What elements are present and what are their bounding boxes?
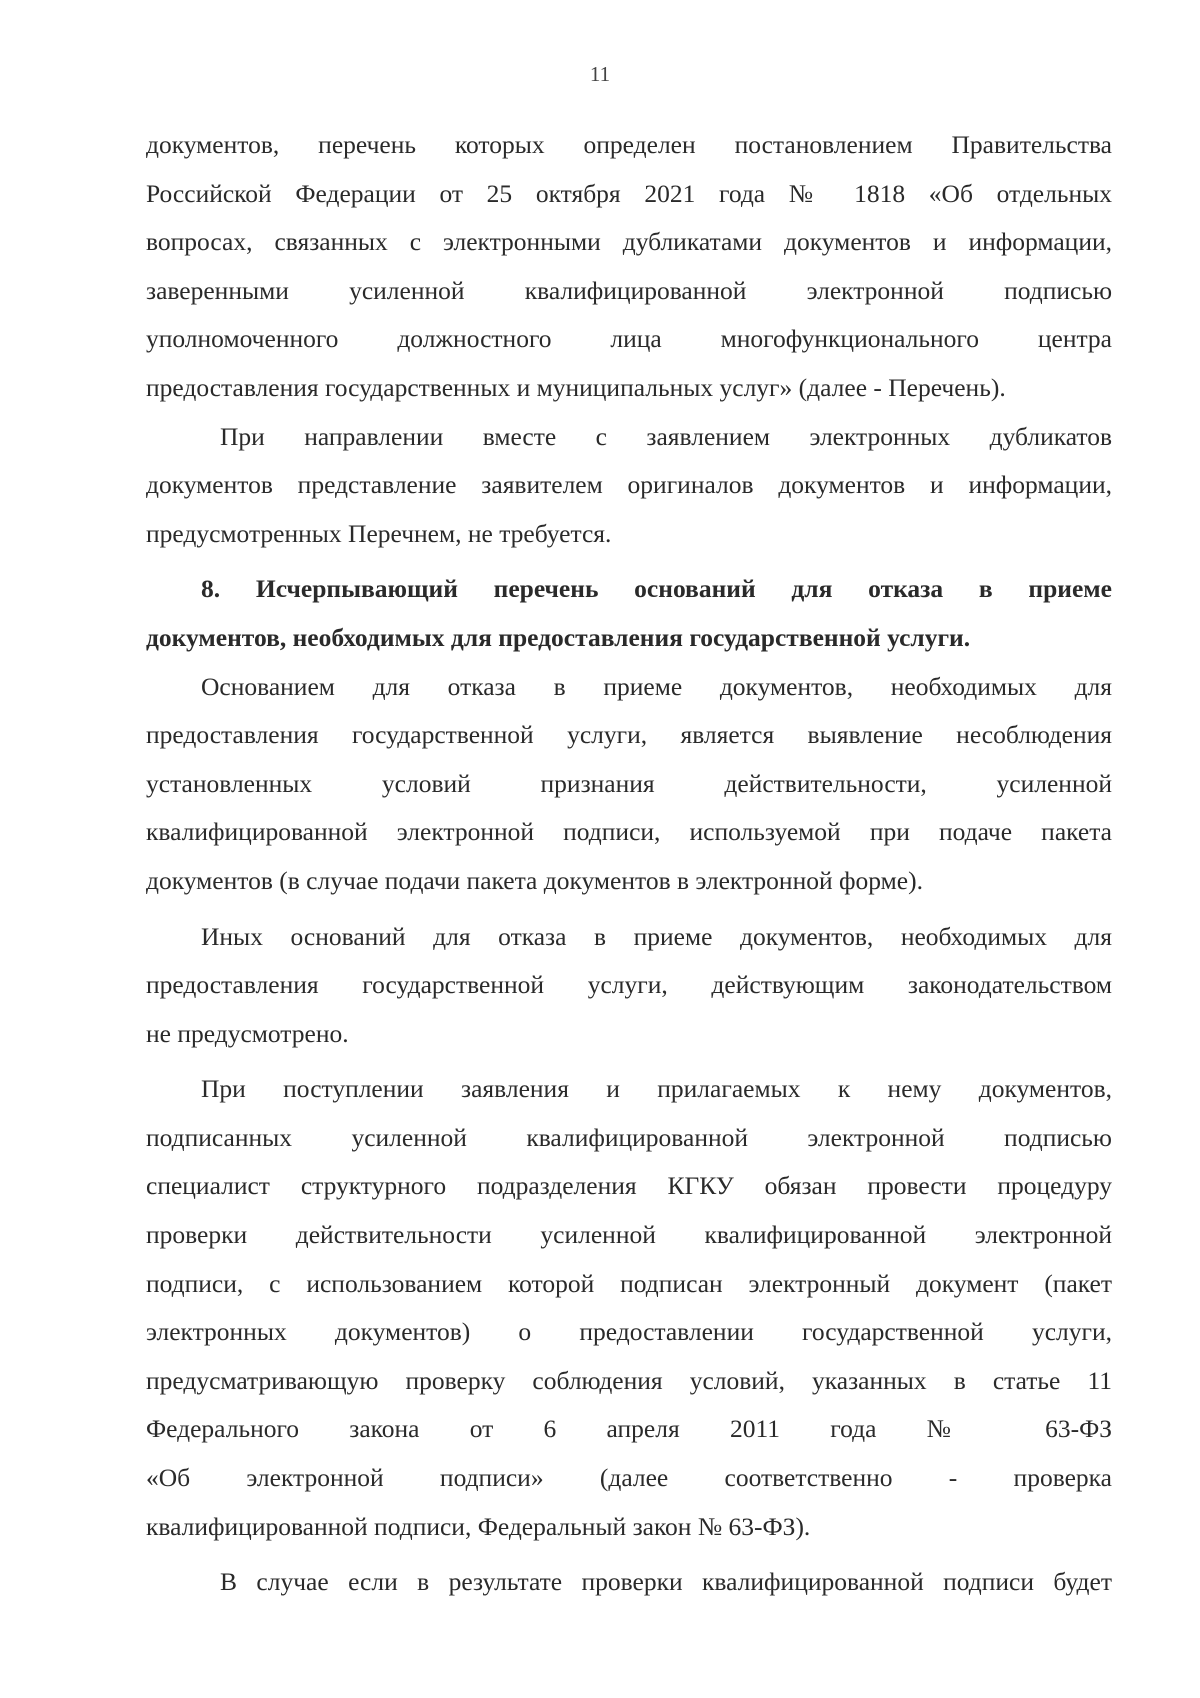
- page-number: 11: [589, 62, 611, 86]
- text-line: подписанных усиленной квалифицированной электронной подписью: [146, 1122, 1112, 1152]
- text-line: «Об электронной подписи» (далее соответственно - проверка: [146, 1463, 1112, 1493]
- paragraph: [146, 1558, 1112, 1607]
- text-line: предоставления государственной услуги, является выявление несоблюдения: [146, 720, 1112, 750]
- text-line: предоставления государственных и муниципальных услуг» (далее - Перечень).: [146, 372, 1006, 402]
- text-line: вопросах, связанных с электронными дубликатами документов и информации,: [146, 227, 1112, 257]
- text-line: Иных оснований для отказа в приеме документов, необходимых для: [201, 921, 1112, 951]
- text-line: документов (в случае подачи пакета документов в электронной форме).: [146, 865, 923, 895]
- heading-line: 8. Исчерпывающий перечень оснований для отказа в приеме: [201, 574, 1112, 604]
- text-line: не предусмотрено.: [146, 1018, 349, 1048]
- text-line: уполномоченного должностного лица многофункционального центра: [146, 324, 1112, 354]
- text-line: документов представление заявителем оригиналов документов и информации,: [146, 470, 1112, 500]
- text-line: специалист структурного подразделения КГКУ обязан провести процедуру: [146, 1171, 1112, 1201]
- document-body: [146, 121, 1112, 1607]
- text-line: квалифицированной подписи, Федеральный закон № 63-ФЗ).: [146, 1511, 811, 1541]
- heading-line: документов, необходимых для предоставления государственной услуги.: [146, 622, 971, 652]
- text-line: Российской Федерации от 25 октября 2021 года № 1818 «Об отдельных: [146, 178, 1112, 208]
- section-heading: [146, 565, 1112, 662]
- text-line: квалифицированной электронной подписи, используемой при подаче пакета: [146, 817, 1112, 847]
- text-line: предусмотренных Перечнем, не требуется.: [146, 518, 612, 548]
- text-line: проверки действительности усиленной квалифицированной электронной: [146, 1220, 1112, 1250]
- paragraph: [146, 663, 1112, 906]
- paragraph: [146, 913, 1112, 1059]
- paragraph: [146, 1065, 1112, 1551]
- text-line: предусматривающую проверку соблюдения условий, указанных в статье 11: [146, 1365, 1112, 1395]
- paragraph: [146, 413, 1112, 559]
- text-line: заверенными усиленной квалифицированной электронной подписью: [146, 275, 1112, 305]
- text-line: Основанием для отказа в приеме документов, необходимых для: [201, 671, 1112, 701]
- text-line: В случае если в результате проверки квалифицированной подписи будет: [220, 1567, 1112, 1597]
- paragraph: [146, 121, 1112, 413]
- text-line: При направлении вместе с заявлением электронных дубликатов: [220, 421, 1112, 451]
- text-line: электронных документов) о предоставлении государственной услуги,: [146, 1317, 1112, 1347]
- text-line: подписи, с использованием которой подписан электронный документ (пакет: [146, 1268, 1112, 1298]
- text-line: установленных условий признания действительности, усиленной: [146, 768, 1112, 798]
- text-line: Федерального закона от 6 апреля 2011 года № 63-ФЗ: [146, 1414, 1112, 1444]
- text-line: При поступлении заявления и прилагаемых к нему документов,: [201, 1074, 1112, 1104]
- text-line: предоставления государственной услуги, действующим законодательством: [146, 970, 1112, 1000]
- text-line: документов, перечень которых определен постановлением Правительства: [146, 130, 1112, 159]
